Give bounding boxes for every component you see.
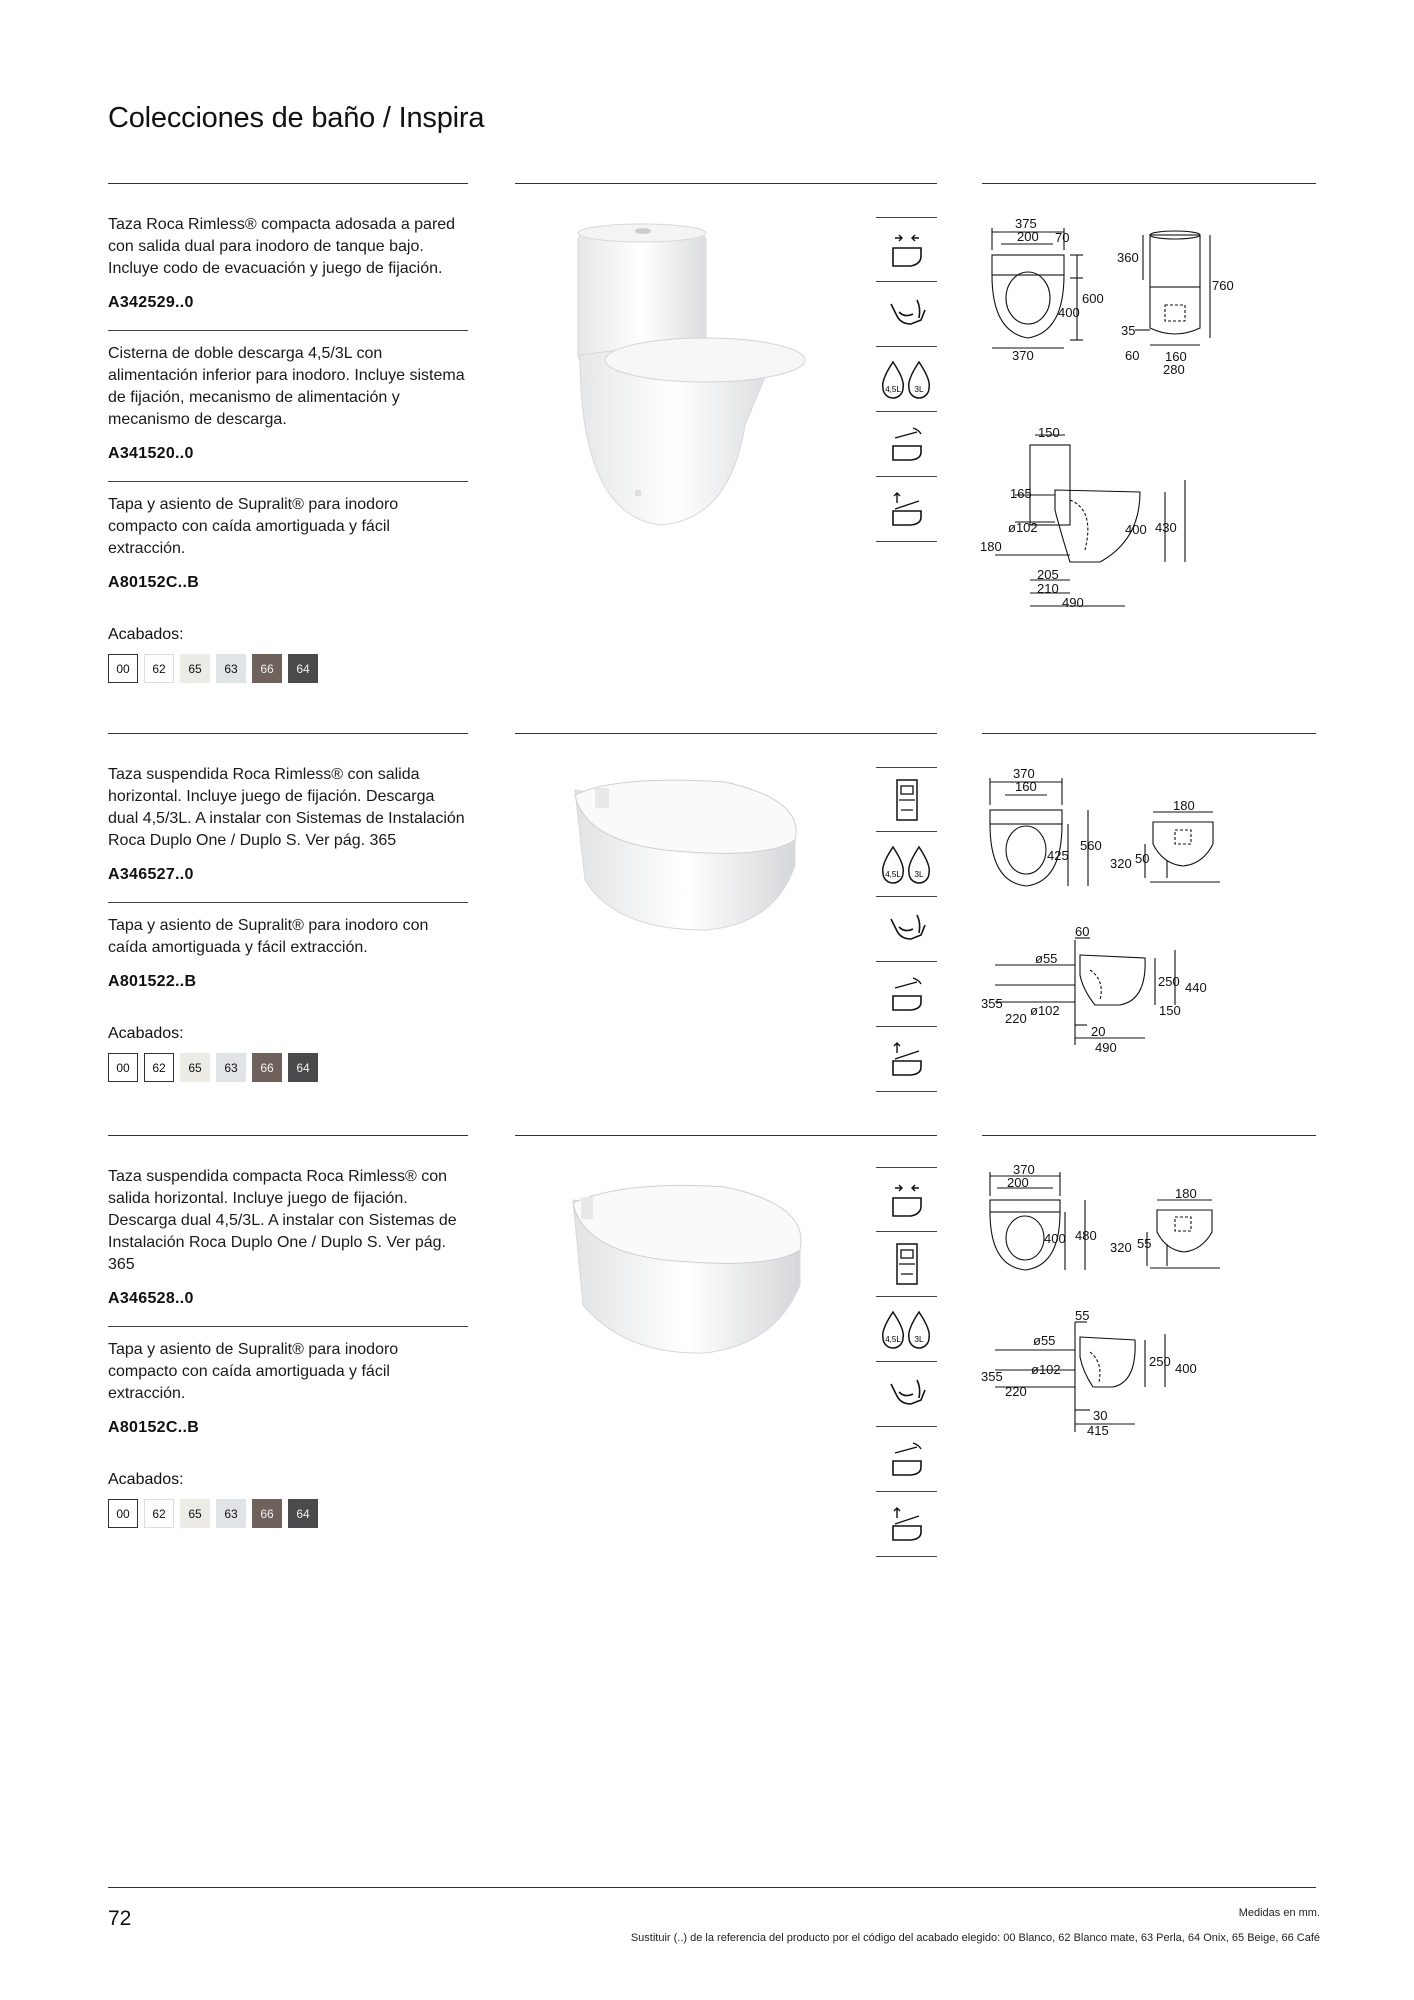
dim-label: 55	[1137, 1236, 1152, 1251]
dim-label: 480	[1075, 1228, 1097, 1243]
product-description: Cisterna de doble descarga 4,5/3L con alimentación inferior para inodoro. Incluye sistema de fijación, mecanismo de alimentación y mecanismo de descarga.	[108, 345, 465, 428]
feature-cell	[876, 1232, 937, 1297]
product-description: Tapa y asiento de Supralit® para inodoro compacto con caída amortiguada y fácil extracción.	[108, 1341, 399, 1402]
flow-45-label: 4,5L	[884, 385, 901, 394]
dim-label: 415	[1087, 1423, 1109, 1438]
dim-label: 30	[1093, 1408, 1108, 1423]
section-2-text	[108, 764, 468, 1082]
section-3-rule-drawing	[982, 1135, 1316, 1136]
feature-cell	[876, 1362, 937, 1427]
finish-swatch-perla[interactable]: 63	[216, 1053, 246, 1082]
finish-swatch-blanco-mate[interactable]: 62	[144, 1053, 174, 1082]
dim-label: 400	[1175, 1361, 1197, 1376]
section-1-rule-text	[108, 183, 468, 184]
feature-cell	[876, 217, 937, 282]
feature-cell	[876, 282, 937, 347]
flow-45-label: 4,5L	[884, 870, 901, 879]
concealed-frame-icon	[887, 1242, 927, 1286]
dim-label: 50	[1135, 851, 1150, 866]
section-2-rule-photo	[515, 733, 937, 734]
finish-swatch-cafe[interactable]: 66	[252, 1053, 282, 1082]
dim-label: 200	[1017, 229, 1039, 244]
rimless-icon	[887, 1374, 927, 1414]
soft-close-seat-icon	[887, 974, 927, 1014]
product-block	[108, 764, 468, 902]
dim-label: 400	[1125, 522, 1147, 537]
dim-label: 160	[1015, 779, 1037, 794]
finish-swatch-onix[interactable]: 64	[288, 1053, 318, 1082]
product-code: A801522..B	[108, 973, 197, 990]
dim-label: 355	[981, 1369, 1003, 1384]
dim-label: 425	[1047, 848, 1069, 863]
plan-view	[990, 1172, 1085, 1270]
compact-projection-icon	[887, 230, 927, 270]
dim-label: ø55	[1033, 1333, 1056, 1348]
dim-label: 360	[1117, 250, 1139, 265]
side-elevation	[1135, 231, 1210, 345]
feature-cell	[876, 347, 937, 412]
dual-flush-icon	[879, 358, 935, 400]
dim-label: 180	[1173, 798, 1195, 813]
dim-label: ø102	[1031, 1362, 1061, 1377]
product-code: A341520..0	[108, 445, 194, 462]
finish-swatches	[108, 654, 468, 683]
units-note: Medidas en mm.	[1238, 1907, 1320, 1919]
plan-view	[990, 778, 1088, 886]
section-1-rule-photo	[515, 183, 937, 184]
dim-label: 35	[1121, 323, 1136, 338]
product-code: A346527..0	[108, 866, 194, 883]
product-block	[108, 1166, 468, 1326]
flow-3-label: 3L	[914, 1335, 923, 1344]
dim-label: 165	[1010, 486, 1032, 501]
side-elevation	[1145, 812, 1220, 882]
finish-swatch-blanco-mate[interactable]: 62	[144, 654, 174, 683]
wall-hung-toilet-photo	[555, 770, 815, 940]
dim-label: 280	[1163, 362, 1185, 377]
product-description: Tapa y asiento de Supralit® para inodoro con caída amortiguada y fácil extracción.	[108, 917, 429, 956]
dim-label: 250	[1149, 1354, 1171, 1369]
concealed-frame-icon	[887, 778, 927, 822]
product-code: A80152C..B	[108, 1419, 200, 1436]
section-3-feature-icons	[876, 1167, 937, 1557]
product-code: A80152C..B	[108, 574, 200, 591]
product-description: Taza suspendida compacta Roca Rimless® con salida horizontal. Incluye juego de fijación. Descarga dual 4,5/3L. A instalar con Sistemas de Instalación Roca Duplo One / Duplo S. Ver pág. 365	[108, 1168, 457, 1273]
dim-label: 320	[1110, 1240, 1132, 1255]
easy-removal-seat-icon	[887, 1504, 927, 1544]
dim-label: 20	[1091, 1024, 1106, 1039]
feature-cell	[876, 962, 937, 1027]
section-3-text	[108, 1166, 468, 1528]
soft-close-seat-icon	[887, 1439, 927, 1479]
feature-cell	[876, 1027, 937, 1092]
close-coupled-toilet-photo	[540, 215, 820, 535]
finish-swatch-perla[interactable]: 63	[216, 1499, 246, 1528]
dual-flush-icon	[879, 1308, 935, 1350]
finish-swatch-blanco-mate[interactable]: 62	[144, 1499, 174, 1528]
dim-label: 355	[981, 996, 1003, 1011]
section-1-technical-drawing	[975, 210, 1235, 620]
footer-rule	[108, 1887, 1316, 1888]
dim-label: 560	[1080, 838, 1102, 853]
section-3-rule-text	[108, 1135, 468, 1136]
dim-label: 440	[1185, 980, 1207, 995]
dim-label: 220	[1005, 1011, 1027, 1026]
finish-swatch-beige[interactable]: 65	[180, 654, 210, 683]
dim-label: 490	[1062, 595, 1084, 610]
dim-label: 60	[1075, 924, 1090, 939]
easy-removal-seat-icon	[887, 1039, 927, 1079]
soft-close-seat-icon	[887, 424, 927, 464]
section-1-text	[108, 214, 468, 683]
feature-cell	[876, 1427, 937, 1492]
finish-swatches	[108, 1053, 468, 1082]
dim-label: 210	[1037, 581, 1059, 596]
section-2-rule-text	[108, 733, 468, 734]
dim-label: 150	[1038, 425, 1060, 440]
dim-label: ø55	[1035, 951, 1058, 966]
finishes-label: Acabados:	[108, 1471, 184, 1488]
dim-label: 320	[1110, 856, 1132, 871]
dim-label: 160	[1165, 349, 1187, 364]
flow-3-label: 3L	[914, 870, 923, 879]
finish-swatch-blanco[interactable]: 00	[108, 1499, 138, 1528]
feature-cell	[876, 897, 937, 962]
rimless-icon	[887, 909, 927, 949]
side-section	[995, 1322, 1165, 1432]
finish-swatch-onix[interactable]: 64	[288, 654, 318, 683]
finish-swatch-onix[interactable]: 64	[288, 1499, 318, 1528]
dim-label: 490	[1095, 1040, 1117, 1055]
page-number: 72	[108, 1907, 132, 1930]
flow-3-label: 3L	[914, 385, 923, 394]
finish-swatch-cafe[interactable]: 66	[252, 654, 282, 683]
dim-label: 200	[1007, 1175, 1029, 1190]
dim-label: 400	[1058, 305, 1080, 320]
section-2-technical-drawing	[975, 760, 1235, 1060]
feature-cell	[876, 412, 937, 477]
dim-label: 375	[1015, 216, 1037, 231]
side-elevation	[1147, 1200, 1220, 1268]
section-3-rule-photo	[515, 1135, 937, 1136]
dim-label: 250	[1158, 974, 1180, 989]
dim-label: 760	[1212, 278, 1234, 293]
dim-label: 600	[1082, 291, 1104, 306]
dim-label: 205	[1037, 567, 1059, 582]
product-block	[108, 214, 468, 330]
section-2-rule-drawing	[982, 733, 1316, 734]
rimless-icon	[887, 294, 927, 334]
product-block	[108, 902, 468, 1009]
dim-label: 430	[1155, 520, 1177, 535]
compact-wall-hung-toilet-photo	[555, 1175, 815, 1365]
product-code: A342529..0	[108, 294, 194, 311]
finish-swatches	[108, 1499, 468, 1528]
dim-label: 370	[1013, 766, 1035, 781]
finishes-label: Acabados:	[108, 1025, 184, 1042]
product-description: Taza Roca Rimless® compacta adosada a pared con salida dual para inodoro de tanque bajo. Incluye codo de evacuación y juego de fijación.	[108, 216, 456, 277]
easy-removal-seat-icon	[887, 489, 927, 529]
dim-label: 220	[1005, 1384, 1027, 1399]
dim-label: 180	[1175, 1186, 1197, 1201]
section-2-feature-icons	[876, 767, 937, 1092]
dim-label: 60	[1125, 348, 1140, 363]
dim-label: ø102	[1008, 520, 1038, 535]
section-1-feature-icons	[876, 217, 937, 542]
feature-cell	[876, 1297, 937, 1362]
feature-cell	[876, 767, 937, 832]
page-title: Colecciones de baño / Inspira	[108, 102, 485, 134]
dim-label: ø102	[1030, 1003, 1060, 1018]
feature-cell	[876, 832, 937, 897]
dim-label: 55	[1075, 1308, 1090, 1323]
finish-swatch-blanco[interactable]: 00	[108, 654, 138, 683]
plan-view	[992, 228, 1083, 348]
feature-cell	[876, 1492, 937, 1557]
product-code: A346528..0	[108, 1290, 194, 1307]
finishes-label: Acabados:	[108, 626, 184, 643]
dual-flush-icon	[879, 843, 935, 885]
finish-swatch-blanco[interactable]: 00	[108, 1053, 138, 1082]
flow-45-label: 4,5L	[884, 1335, 901, 1344]
dim-label: 370	[1012, 348, 1034, 363]
finish-swatch-cafe[interactable]: 66	[252, 1499, 282, 1528]
finish-swatch-beige[interactable]: 65	[180, 1053, 210, 1082]
dim-label: 180	[980, 539, 1002, 554]
product-block	[108, 1326, 468, 1455]
section-3-technical-drawing	[975, 1162, 1235, 1452]
dim-label: 370	[1013, 1162, 1035, 1177]
product-description: Taza suspendida Roca Rimless® con salida horizontal. Incluye juego de fijación. Descarga dual 4,5/3L. A instalar con Sistemas de Instalación Roca Duplo One / Duplo S. Ver pág. 365	[108, 766, 465, 849]
dim-label: 400	[1044, 1231, 1066, 1246]
product-description: Tapa y asiento de Supralit® para inodoro compacto con caída amortiguada y fácil extracción.	[108, 496, 399, 557]
feature-cell	[876, 477, 937, 542]
product-block	[108, 330, 468, 481]
finish-swatch-perla[interactable]: 63	[216, 654, 246, 683]
compact-projection-icon	[887, 1180, 927, 1220]
dim-label: 70	[1055, 230, 1070, 245]
side-section	[995, 938, 1175, 1045]
product-block	[108, 481, 468, 610]
finish-code-note: Sustituir (..) de la referencia del producto por el código del acabado elegido: 00 Blanco, 62 Blanco mate, 63 Perla, 64 Onix, 65 Beige, 66 Café	[630, 1932, 1320, 1944]
dim-label: 150	[1159, 1003, 1181, 1018]
section-1-rule-drawing	[982, 183, 1316, 184]
finish-swatch-beige[interactable]: 65	[180, 1499, 210, 1528]
feature-cell	[876, 1167, 937, 1232]
